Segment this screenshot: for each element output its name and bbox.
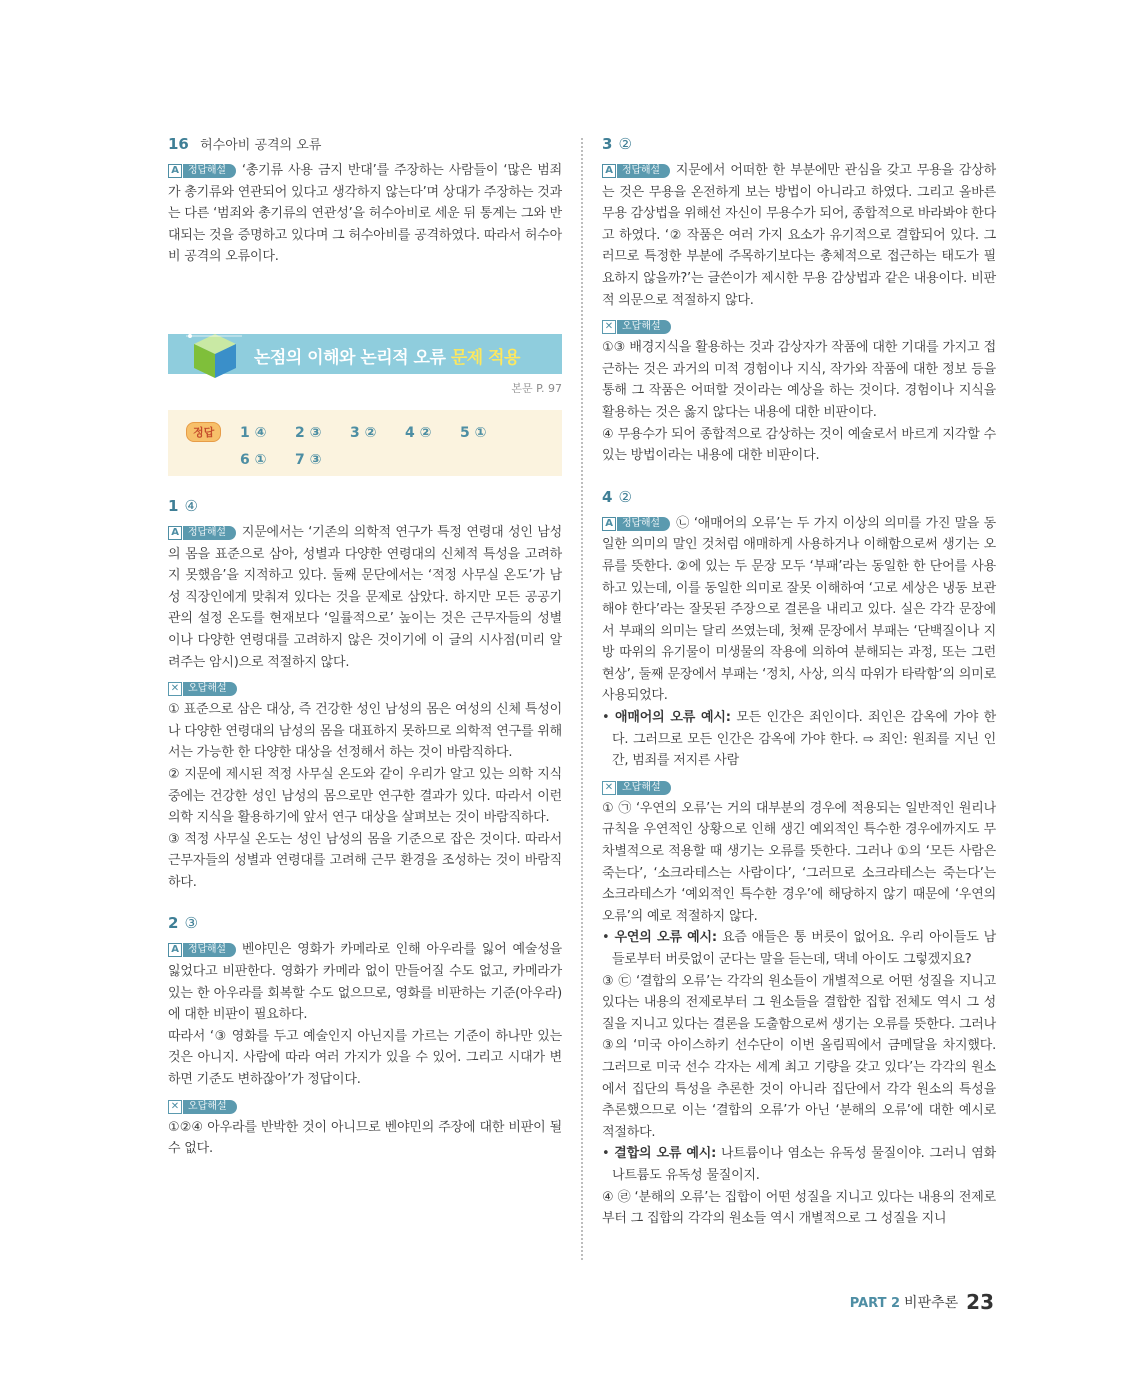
banner-title: 논점의 이해와 논리적 오류 문제 적용 [254,347,520,368]
correct-tag: A 정답해설 [602,516,670,532]
answer-item: 2 ③ [295,424,322,441]
q3-wrong-2: ④ 무용수가 되어 종합적으로 감상하는 것이 예술로서 바르게 지각할 수 있는 방법이라는 내용에 대한 비판이다. [602,426,996,464]
a-icon: A [168,164,182,178]
q16-title: 허수아비 공격의 오류 [200,138,322,153]
left-column [168,132,562,1160]
section-banner [168,334,562,374]
correct-tag: A 정답해설 [168,942,236,958]
answer-badge: 정답 [186,422,221,442]
answer-item: 4 ② [405,424,432,441]
q1-heading: 1 ④ [168,496,198,515]
q1-wrong-3: ③ 적정 사무실 온도는 성인 남성의 몸을 기준으로 잡은 것이다. 따라서 근무자들의 성별과 연령대를 고려해 근무 환경을 조성하는 것이 바람직하다. [168,831,562,890]
q4-example-3: • 결합의 오류 예시: 나트륨이나 염소는 유독성 물질이야. 그러니 염화나트륨도 유독성 물질이지. [602,1146,996,1183]
q2-heading: 2 ③ [168,914,198,933]
q16-heading [168,132,562,156]
q4-wrong-4: ④ ㉣ ‘분해의 오류’는 집합이 어떤 성질을 지니고 있다는 내용의 전제로부터 그 집합의 각각의 원소들 역시 개별적으로 그 성질을 지니 [602,1189,996,1227]
part-label: PART 2 [849,1296,901,1311]
answer-item: 6 ① [240,451,267,468]
q4-wrong-3: ③ ㉢ ‘결합의 오류’는 각각의 원소들이 개별적으로 어떤 성질을 지니고 있다는 내용의 전제로부터 그 원소들을 결합한 집합 전체도 역시 그 성질을 지니고 있다는 결론을 도출함으로써 생기는 오류를 뜻한다. 그러나 ③의 ‘미국 아이스하키 선수단이 이번 올림픽에서 금메달을 차지했다. 그러므로 미국 선수 각자는 세계 최고 기량을 갖고 있다’는 각각의 원소에서 집단의 특성을 추론한 것이 아니라 집단에서 각각 원소의 특성을 추론했으므로 이는 ‘결합의 오류’가 아닌 ‘분해의 오류’에 대한 예시로 적절하다. [602,973,996,1140]
answer-list [240,420,550,474]
q4-explanation: A 정답해설 ㉡ ‘애매어의 오류’는 두 가지 이상의 의미를 가진 말을 동일한 의미의 말인 것처럼 애매하게 사용하거나 이해함으로써 생기는 오류를 뜻한다. ②에 있는 두 문장 모두 ‘부패’라는 동일한 한 단어를 사용하고 있는데, 이를 동일한 의미로 잘못 이해하여 ‘고로 세상은 냉동 보관해야 한다’라는 잘못된 주장으로 결론을 내리고 있다. 실은 각각 문장에서 부패의 의미는 달리 쓰였는데, 첫째 문장에서 부패는 ‘단백질이나 지방 따위의 유기물이 미생물의 작용에 의하여 분해되는 과정, 또는 그런 현상’, 둘째 문장에서 부패는 ‘정치, 사상, 의식 따위가 타락함’의 의미로 사용되었다. [602,515,996,704]
q3-wrong-1: ①③ 배경지식을 활용하는 것과 감상자가 작품에 대한 기대를 가지고 접근하는 것은 과거의 미적 경험이나 지식, 작가와 작품에 대한 정보 등을 통해 그 작품은 어떠할 것이라는 예상을 하는 것이다. 경험이나 지식을 활용하는 것은 옳지 않다는 내용에 대한 비판이다. [602,340,996,420]
answer-item: 5 ① [460,424,487,441]
answer-key [168,410,562,476]
q4-example-1: • 애매어의 오류 예시: 모든 인간은 죄인이다. 죄인은 감옥에 가야 한다. 그러므로 모든 인간은 감옥에 가야 한다. ⇨ 죄인: 원죄를 지닌 인간, 범죄를 저지른 사람 [602,710,997,769]
wrong-tag: ✕ 오답해설 [602,780,671,796]
q2-explanation: A 정답해설 벤야민은 영화가 카메라로 인해 아우라를 잃어 예술성을 잃었다고 비판한다. 영화가 카메라 없이 만들어질 수도 없고, 카메라가 있는 한 아우라를 회복할 수도 없으므로, 영화를 비판하는 기준(아우라)에 대한 비판이 필요하다. [168,942,562,1023]
correct-tag: A 정답해설 [168,525,236,541]
wrong-tag: ✕ 오답해설 [168,681,237,697]
answer-item: 1 ④ [240,424,267,441]
q4-heading: 4 ② [602,487,632,506]
page-number: 23 [966,1290,994,1314]
column-divider [581,138,583,1260]
q16-explanation: A 정답해설 ‘총기류 사용 금지 반대’를 주장하는 사람들이 ‘많은 범죄가 총기류와 연관되어 있다고 생각하지 않는다’며 상대가 주장하는 것과는 다른 ‘범죄와 총기류의 연관성’을 허수아비로 세운 뒤 통계는 그와 반대되는 것을 증명하고 있다며 그 허수아비를 공격하였다. 따라서 허수아비 공격의 오류이다. [168,163,562,265]
right-column [602,132,996,1230]
correct-tag: A 정답해설 [168,163,236,179]
q16-number: 16 [168,135,189,153]
a-icon: A [168,943,182,957]
answer-item: 3 ② [350,424,377,441]
q1-wrong-2: ② 지문에 제시된 적정 사무실 온도와 같이 우리가 알고 있는 의학 지식 중에는 건강한 성인 남성의 몸으로만 연구한 결과가 있다. 따라서 이런 의학 지식을 활용하기에 앞서 연구 대상을 살펴보는 것이 바람직하다. [168,766,562,826]
wrong-tag: ✕ 오답해설 [602,319,671,335]
q1-wrong-1: ① 표준으로 삼은 대상, 즉 건강한 성인 남성의 몸은 여성의 신체 특성이나 다양한 연령대의 남성의 몸을 대표하지 못하므로 의학적 연구를 위해서는 가능한 한 다양한 대상을 선정해서 하는 것이 바람직하다. [168,702,562,761]
x-icon: ✕ [602,781,616,795]
q4-wrong-1: ① ㉠ ‘우연의 오류’는 거의 대부분의 경우에 적용되는 일반적인 원리나 규칙을 우연적인 상황으로 인해 생긴 예외적인 특수한 경우에까지도 무차별적으로 적용할 때 생기는 오류를 뜻한다. 그러나 ①의 ‘모든 사람은 죽는다’, ‘소크라테스는 사람이다’, ‘그러므로 소크라테스는 죽는다’는 소크라테스가 ‘예외적인 특수한 경우’에 해당하지 않기 때문에 ‘우연의 오류’의 예로 적절하지 않다. [602,800,996,924]
x-icon: ✕ [602,320,616,334]
correct-tag: A 정답해설 [602,163,670,179]
q2-wrong-1: ①②④ 아우라를 반박한 것이 아니므로 벤야민의 주장에 대한 비판이 될 수 없다. [168,1119,562,1157]
section-name: 비판추론 [904,1295,959,1311]
wrong-tag: ✕ 오답해설 [168,1099,237,1115]
page-footer [850,1290,994,1314]
q3-explanation: A 정답해설 지문에서 어떠한 한 부분에만 관심을 갖고 무용을 감상하는 것은 무용을 온전하게 보는 방법이 아니라고 하였다. 그리고 올바른 무용 감상법을 위해선 자신이 무용수가 되어, 종합적으로 바라봐야 한다고 하였다. ‘② 작품은 여러 가지 요소가 유기적으로 결합되어 있다. 그러므로 특정한 부분에 주목하기보다는 총체적으로 접근하는 태도가 필요하지 않을까?’는 글쓴이가 제시한 무용 감상법과 같은 내용이다. 비판적 의문으로 적절하지 않다. [602,163,996,308]
answer-item: 7 ③ [295,451,322,468]
q1-explanation: A 정답해설 지문에서는 ‘기존의 의학적 연구가 특정 연령대 성인 남성의 몸을 표준으로 삼아, 성별과 다양한 연령대의 신체적 특성을 고려하지 못했음’을 지적하고 있다. 둘째 문단에서는 ‘적정 사무실 온도’가 남성 직장인에게 맞춰져 있다는 것을 문제로 삼았다. 하지만 모든 공공기관의 설정 온도를 현재보다 ‘일률적으로’ 높이는 것은 근무자들의 성별이나 다양한 연령대를 고려하지 않은 것이기에 이 글의 시사점(미리 알려주는 암시)으로 적절하지 않다. [168,524,562,670]
a-icon: A [602,517,616,531]
a-icon: A [168,526,182,540]
cube-icon [186,328,244,380]
q4-example-2: • 우연의 오류 예시: 요즘 애들은 통 버릇이 없어요. 우리 아이들도 남들로부터 버릇없이 군다는 말을 듣는데, 댁네 아이도 그렇겠지요? [602,930,996,967]
x-icon: ✕ [168,1100,182,1114]
a-icon: A [602,164,616,178]
x-icon: ✕ [168,682,182,696]
page-reference: 본문 P. 97 [511,381,562,395]
q3-heading: 3 ② [602,135,632,153]
q2-explanation-2: 따라서 ‘③ 영화를 두고 예술인지 아닌지를 가르는 기준이 하나만 있는 것은 아니지. 사람에 따라 여러 가지가 있을 수 있어. 그리고 시대가 변하면 기준도 변하잖아’가 정답이다. [168,1028,562,1088]
